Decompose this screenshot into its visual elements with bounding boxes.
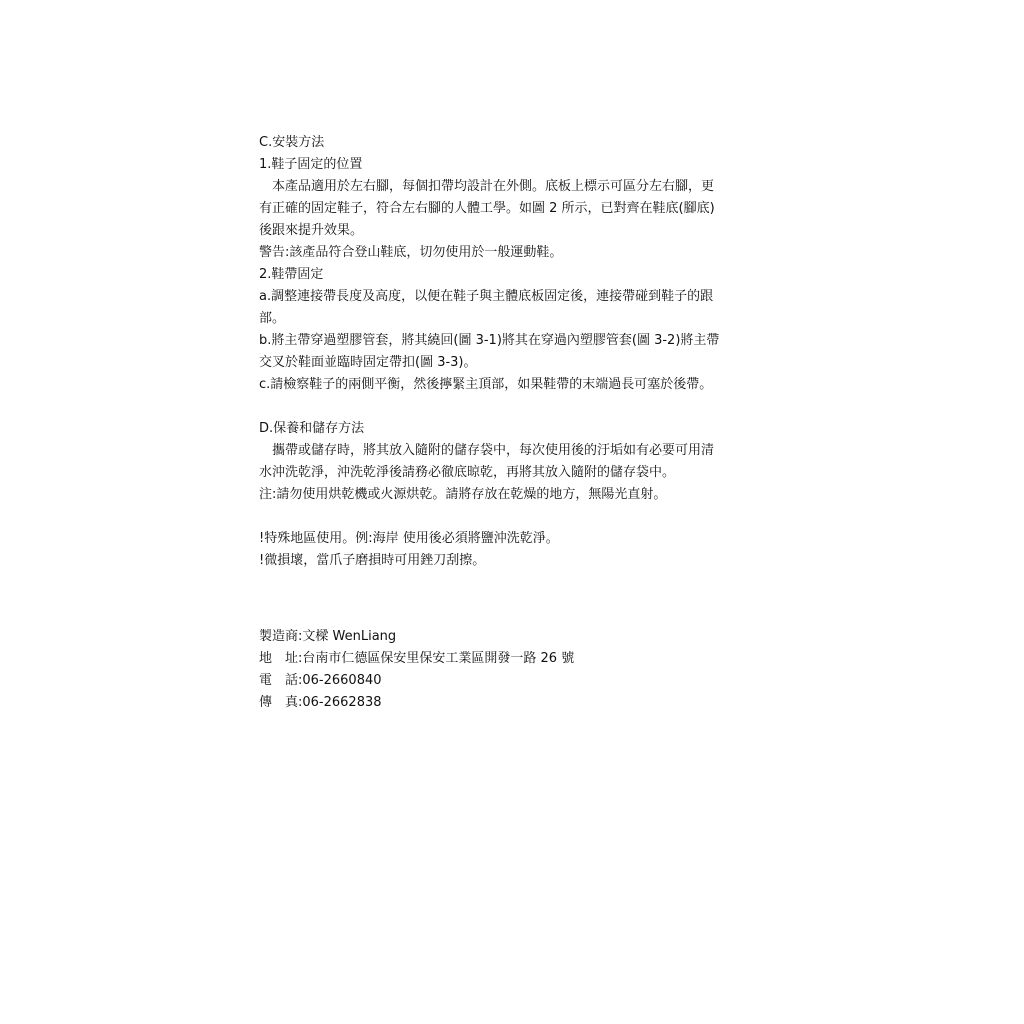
address-value: 台南市仁德區保安里保安工業區開發一路 26 號 [302, 651, 575, 666]
address-label: 地 址: [259, 651, 303, 666]
item1-paragraph-line-2: 有正確的固定鞋子，符合左右腳的人體工學。如圖 2 所示，已對齊在鞋底(腳底) [259, 201, 715, 216]
spacer [259, 594, 779, 626]
item2-a-line-1: a.調整連接帶長度及高度，以便在鞋子與主體底板固定後，連接帶碰到鞋子的跟 [259, 289, 714, 304]
notice-claw-wear: !微損壞，當爪子磨損時可用銼刀刮擦。 [259, 553, 486, 568]
item2-a-line-2: 部。 [259, 311, 286, 326]
item2-heading: 2.鞋帶固定 [259, 267, 324, 282]
phone-line [259, 670, 779, 692]
address-line [259, 648, 779, 670]
spacer [259, 506, 779, 528]
item2-c-line: c.請檢察鞋子的兩側平衡，然後擰緊主頂部，如果鞋帶的末端過長可塞於後帶。 [259, 377, 713, 392]
fax-line [259, 692, 779, 714]
item2-b-line-2: 交叉於鞋面並臨時固定帶扣(圖 3-3)。 [259, 355, 477, 370]
item1-paragraph-line-1: 本產品適用於左右腳，每個扣帶均設計在外側。底板上標示可區分左右腳，更 [272, 179, 715, 194]
instruction-document [259, 132, 779, 714]
item1-warning: 警告:該產品符合登山鞋底，切勿使用於一般運動鞋。 [259, 245, 563, 260]
spacer [259, 572, 779, 594]
section-d-note: 注:請勿使用烘乾機或火源烘乾。請將存放在乾燥的地方，無陽光直射。 [259, 487, 667, 502]
item1-paragraph-line-3: 後跟來提升效果。 [259, 223, 364, 238]
manufacturer-line: 製造商:文樑 WenLiang [259, 629, 397, 644]
section-c-title: C.安裝方法 [259, 135, 325, 150]
item2-b-line-1: b.將主帶穿過塑膠管套，將其繞回(圖 3-1)將其在穿過內塑膠管套(圖 3-2)將主帶 [259, 333, 720, 348]
section-d-paragraph-line-2: 水沖洗乾淨，沖洗乾淨後請務必徹底晾乾，再將其放入隨附的儲存袋中。 [259, 465, 676, 480]
fax-value: 06-2662838 [302, 695, 382, 710]
phone-label: 電 話: [259, 673, 303, 688]
notice-coastal-use: !特殊地區使用。例:海岸 使用後必須將鹽沖洗乾淨。 [259, 531, 559, 546]
phone-value: 06-2660840 [302, 673, 382, 688]
item1-heading: 1.鞋子固定的位置 [259, 157, 363, 172]
fax-label: 傳 真: [259, 695, 303, 710]
spacer [259, 396, 779, 418]
section-d-paragraph-line-1: 攜帶或儲存時，將其放入隨附的儲存袋中，每次使用後的汙垢如有必要可用清 [272, 443, 715, 458]
section-d-title: D.保養和儲存方法 [259, 421, 365, 436]
